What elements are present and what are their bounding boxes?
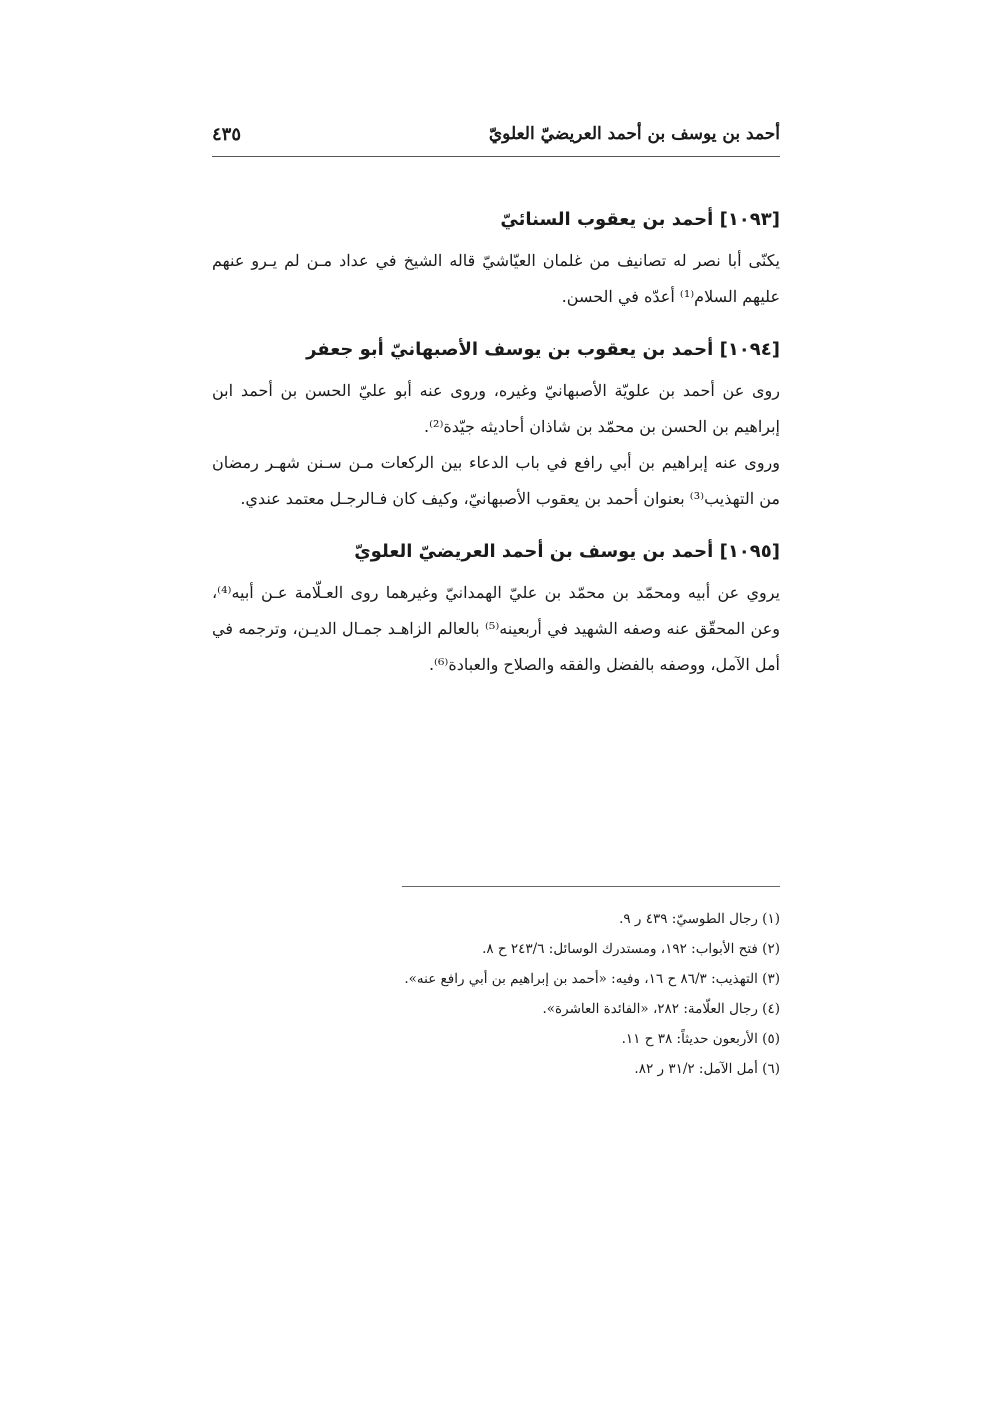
entry-heading: [١٠٩٥] أحمد بن يوسف بن أحمد العريضيّ العلويّ <box>354 541 780 562</box>
entry-1095 <box>212 537 780 683</box>
footnote-1: (١) رجال الطوسيّ: ٤٣٩ ر ٩. <box>619 911 780 927</box>
entry-1094 <box>212 335 780 517</box>
footnote-2: (٢) فتح الأبواب: ١٩٢، ومستدرك الوسائل: ٢٤٣/٦ ح ٨. <box>482 941 780 957</box>
entry-paragraph: وروى عنه إبراهيم بن أبي رافع في باب الدعاء بين الركعات مـن سـنن شهـر رمضان من التهذيب⁽³⁾ بعنوان أحمد بن يعقوب الأصبهانيّ، وكيف كان فـالرجـل معتمد عندي. <box>212 453 780 508</box>
entry-paragraph: يكنّى أبا نصر له تصانيف من غلمان العيّاشيّ قاله الشيخ في عداد مـن لم يـرو عنهم عليهم السلام⁽¹⁾ أعدّه في الحسن. <box>212 251 780 306</box>
entry-heading: [١٠٩٣] أحمد بن يعقوب السنائيّ <box>500 209 780 230</box>
footnote-3: (٣) التهذيب: ٨٦/٣ ح ١٦، وفيه: «أحمد بن إبراهيم بن أبي رافع عنه». <box>404 971 780 987</box>
entry-paragraph: روى عن أحمد بن علويّة الأصبهانيّ وغيره، وروى عنه أبو عليّ الحسن بن أحمد ابن إبراهيم بن الحسن بن محمّد بن شاذان أحاديثه جيّدة⁽²⁾. <box>212 381 780 436</box>
main-text <box>212 205 780 703</box>
running-title: أحمد بن يوسف بن أحمد العريضيّ العلويّ <box>488 124 780 144</box>
entry-heading: [١٠٩٤] أحمد بن يعقوب بن يوسف الأصبهانيّ أبو جعفر <box>306 339 780 360</box>
page-number: ٤٣٥ <box>212 124 242 145</box>
footnotes <box>212 904 780 1084</box>
footnote-4: (٤) رجال العلّامة: ٢٨٢، «الفائدة العاشرة». <box>542 1001 780 1017</box>
entry-paragraph: يروي عن أبيه ومحمّد بن محمّد بن عليّ الهمدانيّ وغيرهما روى العـلّامة عـن أبيه⁽⁴⁾، وعن المحقّق عنه وصفه الشهيد في أربعينه⁽⁵⁾ بالعالم الزاهـد جمـال الديـن، وترجمه في أمل الآمل، ووصفه بالفضل والفقه والصلاح والعبادة⁽⁶⁾. <box>212 583 780 674</box>
footnote-6: (٦) أمل الآمل: ٣١/٢ ر ٨٢. <box>634 1061 780 1077</box>
page-header <box>212 118 780 157</box>
entry-1093 <box>212 205 780 315</box>
footnote-5: (٥) الأربعون حديثاً: ٣٨ ح ١١. <box>621 1031 780 1047</box>
footnote-separator <box>402 886 780 887</box>
